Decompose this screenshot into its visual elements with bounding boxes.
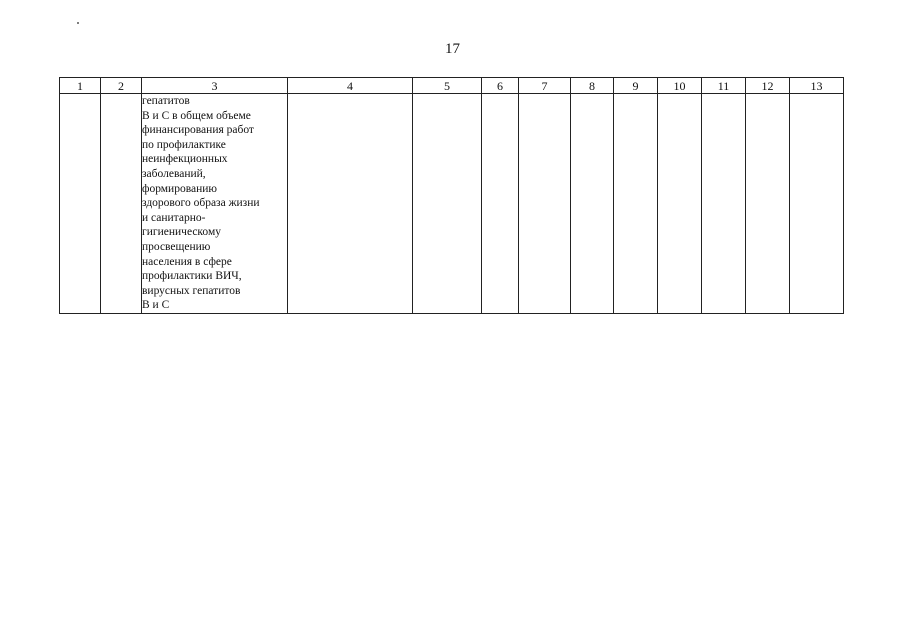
column-header-12: 12 bbox=[746, 78, 790, 94]
column-header-9: 9 bbox=[614, 78, 658, 94]
column-header-1: 1 bbox=[60, 78, 101, 94]
column-header-5: 5 bbox=[413, 78, 482, 94]
column-number-row bbox=[60, 78, 844, 94]
column-header-7: 7 bbox=[519, 78, 571, 94]
table-cell-13 bbox=[790, 94, 844, 314]
data-table bbox=[59, 77, 844, 314]
column-header-6: 6 bbox=[482, 78, 519, 94]
indicator-description-cell: гепатитов В и С в общем объеме финансирования работ по профилактике неинфекционных заболеваний, формированию здорового образа жизни и санитарно- гигиеническому просвещению населения в сфере профилактики ВИЧ, вирусных гепатитов В и С bbox=[142, 94, 288, 314]
column-header-3: 3 bbox=[142, 78, 288, 94]
table-cell-5 bbox=[413, 94, 482, 314]
column-header-2: 2 bbox=[101, 78, 142, 94]
column-header-13: 13 bbox=[790, 78, 844, 94]
table-cell-1 bbox=[60, 94, 101, 314]
table-cell-10 bbox=[658, 94, 702, 314]
column-header-8: 8 bbox=[571, 78, 614, 94]
column-header-4: 4 bbox=[288, 78, 413, 94]
column-header-10: 10 bbox=[658, 78, 702, 94]
table-cell-2 bbox=[101, 94, 142, 314]
table-cell-8 bbox=[571, 94, 614, 314]
table-cell-9 bbox=[614, 94, 658, 314]
table-cell-4 bbox=[288, 94, 413, 314]
table-cell-6 bbox=[482, 94, 519, 314]
scan-speck bbox=[77, 22, 79, 24]
table-cell-12 bbox=[746, 94, 790, 314]
column-header-11: 11 bbox=[702, 78, 746, 94]
table-cell-7 bbox=[519, 94, 571, 314]
table-row bbox=[60, 94, 844, 314]
page-number: 17 bbox=[445, 41, 460, 57]
table-cell-11 bbox=[702, 94, 746, 314]
